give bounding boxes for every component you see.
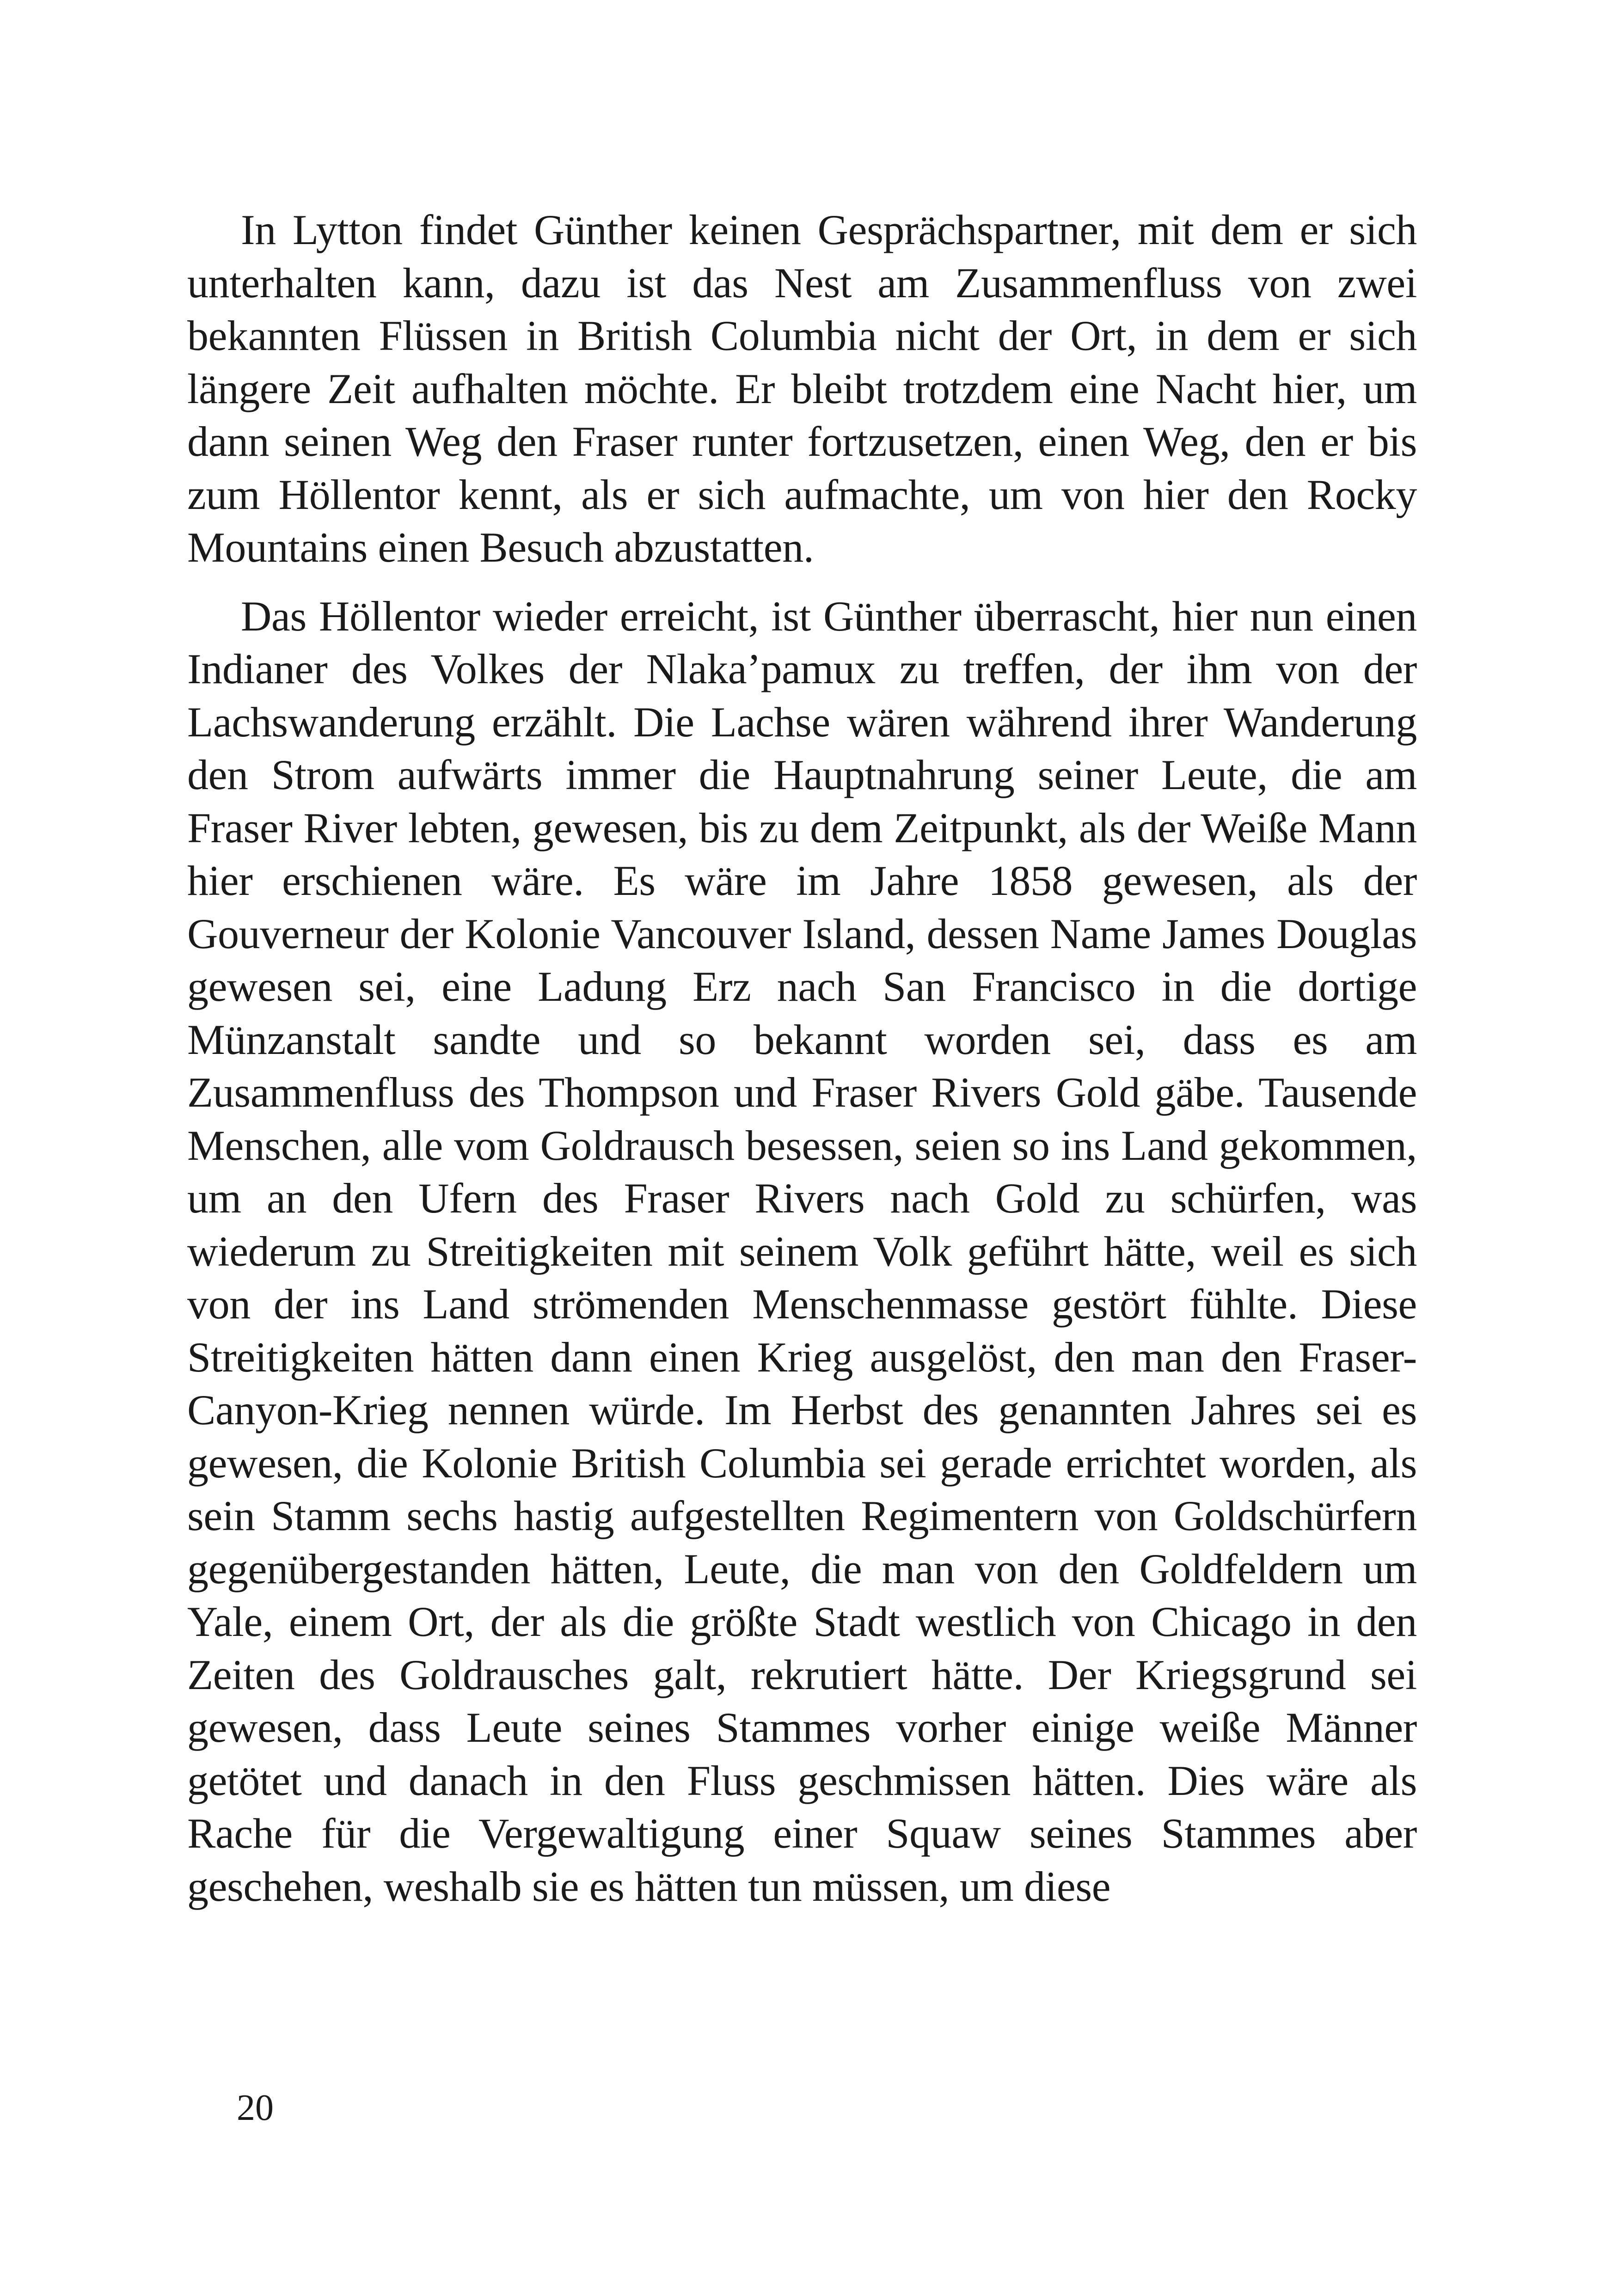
body-text <box>187 203 1417 1913</box>
page-number: 20 <box>237 2088 274 2128</box>
paragraph-1: In Lytton findet Günther keinen Gesprächspartner, mit dem er sich unterhalten kann, dazu ist das Nest am Zusammenfluss von zwei bekannten Flüssen in British Columbia nicht der Ort, in dem er sich längere Zeit aufhalten möchte. Er bleibt trotzdem eine Nacht hier, um dann seinen Weg den Fraser runter fortzusetzen, einen Weg, den er bis zum Höllentor kennt, als er sich aufmachte, um von hier den Rocky Mountains einen Besuch abzustatten. <box>187 206 1417 571</box>
paragraph-2: Das Höllentor wieder erreicht, ist Günther überrascht, hier nun einen Indianer des Volkes der Nlaka’pamux zu treffen, der ihm von der Lachswanderung erzählt. Die Lachse wären während ihrer Wanderung den Strom aufwärts immer die Hauptnahrung seiner Leute, die am Fraser River lebten, gewesen, bis zu dem Zeitpunkt, als der Weiße Mann hier erschienen wäre. Es wäre im Jahre 1858 gewesen, als der Gouverneur der Kolonie Vancouver Island, dessen Name James Douglas gewesen sei, eine Ladung Erz nach San Francisco in die dortige Münzanstalt sandte und so bekannt worden sei, dass es am Zusammenfluss des Thompson und Fraser Rivers Gold gäbe. Tausende Menschen, alle vom Goldrausch besessen, seien so ins Land gekommen, um an den Ufern des Fraser Rivers nach Gold zu schürfen, was wiederum zu Streitigkeiten mit seinem Volk geführt hätte, weil es sich von der ins Land strömenden Menschenmasse gestört fühlte. Diese Streitigkeiten hätten dann einen Krieg ausgelöst, den man den Fraser-Canyon-Krieg nennen würde. Im Herbst des genannten Jahres sei es gewesen, die Kolonie British Columbia sei gerade errichtet worden, als sein Stamm sechs hastig aufgestellten Regimentern von Goldschürfern gegenübergestanden hätten, Leute, die man von den Goldfeldern um Yale, einem Ort, der als die größte Stadt westlich von Chicago in den Zeiten des Goldrausches galt, rekrutiert hätte. Der Kriegsgrund sei gewesen, dass Leute seines Stammes vorher einige weiße Männer getötet und danach in den Fluss geschmissen hätten. Dies wäre als Rache für die Vergewaltigung einer Squaw seines Stammes aber geschehen, weshalb sie es hätten tun müssen, um diese <box>187 592 1417 1910</box>
